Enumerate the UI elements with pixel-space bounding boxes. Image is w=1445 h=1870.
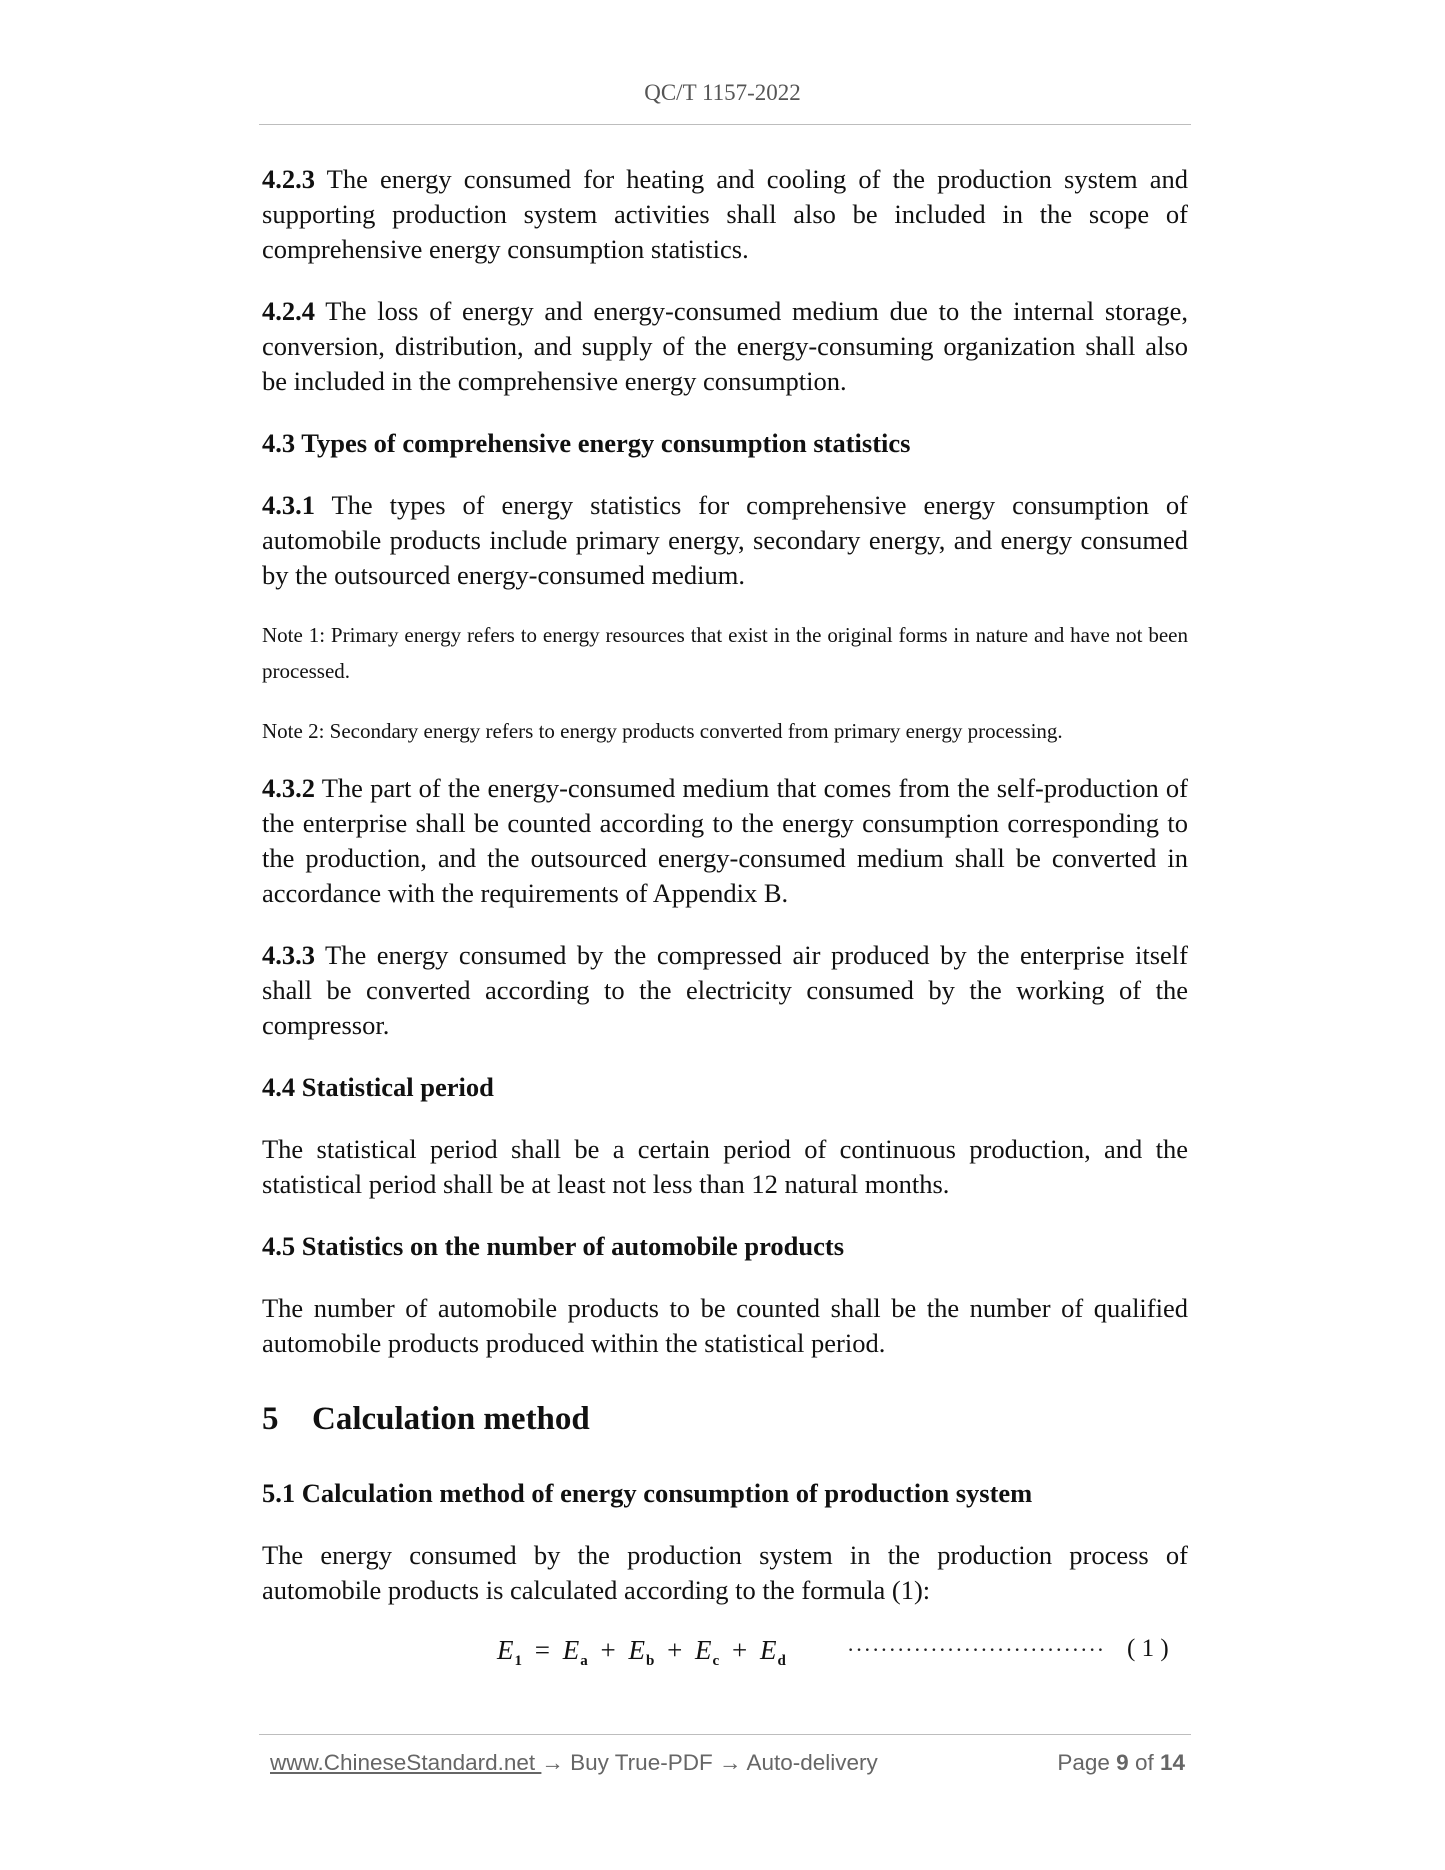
subscript: 1	[514, 1653, 522, 1669]
term-d: E	[759, 1635, 777, 1665]
heading-4-4: 4.4 Statistical period	[262, 1072, 494, 1102]
clause-number: 4.2.3	[262, 164, 315, 194]
heading-5	[262, 1399, 1188, 1439]
page-footer	[270, 1750, 1185, 1780]
note-1: Note 1: Primary energy refers to energy resources that exist in the original forms in nature and have not been processed.	[262, 623, 1188, 683]
formula-expression	[497, 1635, 786, 1670]
clause-number: 4.3.3	[262, 940, 315, 970]
clause-4-3-2	[262, 771, 1188, 911]
document-header: QC/T 1157-2022	[644, 80, 801, 105]
footer-divider	[259, 1734, 1191, 1735]
current-page: 9	[1116, 1750, 1129, 1775]
subscript: a	[580, 1653, 588, 1669]
clause-text: The loss of energy and energy-consumed medium due to the internal storage, conversion, distribution, and supply of the energy-consuming organization shall also be included in the comprehensive energy consumption.	[262, 296, 1188, 396]
clause-text: The energy consumed by the compressed air produced by the enterprise itself shall be converted according to the electricity consumed by the working of the compressor.	[262, 940, 1188, 1040]
header-divider	[259, 124, 1191, 125]
heading-5-1: 5.1 Calculation method of energy consumption of production system	[262, 1478, 1033, 1508]
chapter-title: Calculation method	[312, 1401, 590, 1437]
page-label: Page	[1057, 1750, 1117, 1775]
clause-number: 4.3.2	[262, 773, 315, 803]
page-content	[262, 162, 1188, 1685]
clause-4-2-4	[262, 294, 1188, 399]
term-b: E	[628, 1635, 645, 1665]
clause-4-3-3	[262, 938, 1188, 1043]
subscript: b	[645, 1653, 655, 1669]
subscript: c	[712, 1653, 720, 1669]
term-a: E	[562, 1635, 580, 1665]
clause-text: The energy consumed for heating and cooling of the production system and supporting production system activities shall also be included in the scope of comprehensive energy consumption statistics.	[262, 164, 1188, 264]
term-c: E	[695, 1635, 712, 1665]
of-label: of	[1128, 1750, 1160, 1775]
paragraph-5-1: The energy consumed by the production system in the production process of automobile products is calculated according to the formula (1):	[262, 1540, 1188, 1605]
leader-dots: ·······························	[847, 1637, 1106, 1662]
equals-sign: =	[534, 1635, 550, 1665]
website-link[interactable]: www.ChineseStandard.net	[270, 1750, 542, 1775]
paragraph-4-5: The number of automobile products to be counted shall be the number of qualified automobile products produced within the statistical period.	[262, 1293, 1188, 1358]
plus-sign: +	[667, 1635, 683, 1665]
clause-number: 4.2.4	[262, 296, 315, 326]
formula-1	[262, 1635, 1188, 1685]
plus-sign: +	[600, 1635, 616, 1665]
clause-4-2-3	[262, 162, 1188, 267]
equation-number: ( 1 )	[1127, 1635, 1169, 1662]
heading-4-3: 4.3 Types of comprehensive energy consumption statistics	[262, 428, 911, 458]
promo-text: → Buy True-PDF → Auto-delivery	[541, 1750, 878, 1775]
formula-lhs: E	[497, 1635, 514, 1665]
footer-promo	[270, 1750, 878, 1776]
clause-text: The part of the energy-consumed medium that comes from the self-production of the enterprise shall be counted according to the energy consumption corresponding to the production, and the outsourced energy-consumed medium shall be converted in accordance with the requirements of Appendix B.	[262, 773, 1188, 908]
page-indicator	[1057, 1750, 1185, 1776]
subscript: d	[777, 1653, 786, 1669]
paragraph-4-4: The statistical period shall be a certain period of continuous production, and the statistical period shall be at least not less than 12 natural months.	[262, 1134, 1188, 1199]
clause-number: 4.3.1	[262, 490, 315, 520]
plus-sign: +	[731, 1635, 748, 1665]
total-pages: 14	[1159, 1750, 1185, 1775]
clause-text: The types of energy statistics for comprehensive energy consumption of automobile products include primary energy, secondary energy, and energy consumed by the outsourced energy-consumed medium.	[262, 490, 1188, 590]
clause-4-3-1	[262, 488, 1188, 593]
chapter-number: 5	[262, 1401, 279, 1437]
heading-4-5: 4.5 Statistics on the number of automobile products	[262, 1231, 845, 1261]
note-2: Note 2: Secondary energy refers to energy products converted from primary energy processing.	[262, 719, 1063, 743]
